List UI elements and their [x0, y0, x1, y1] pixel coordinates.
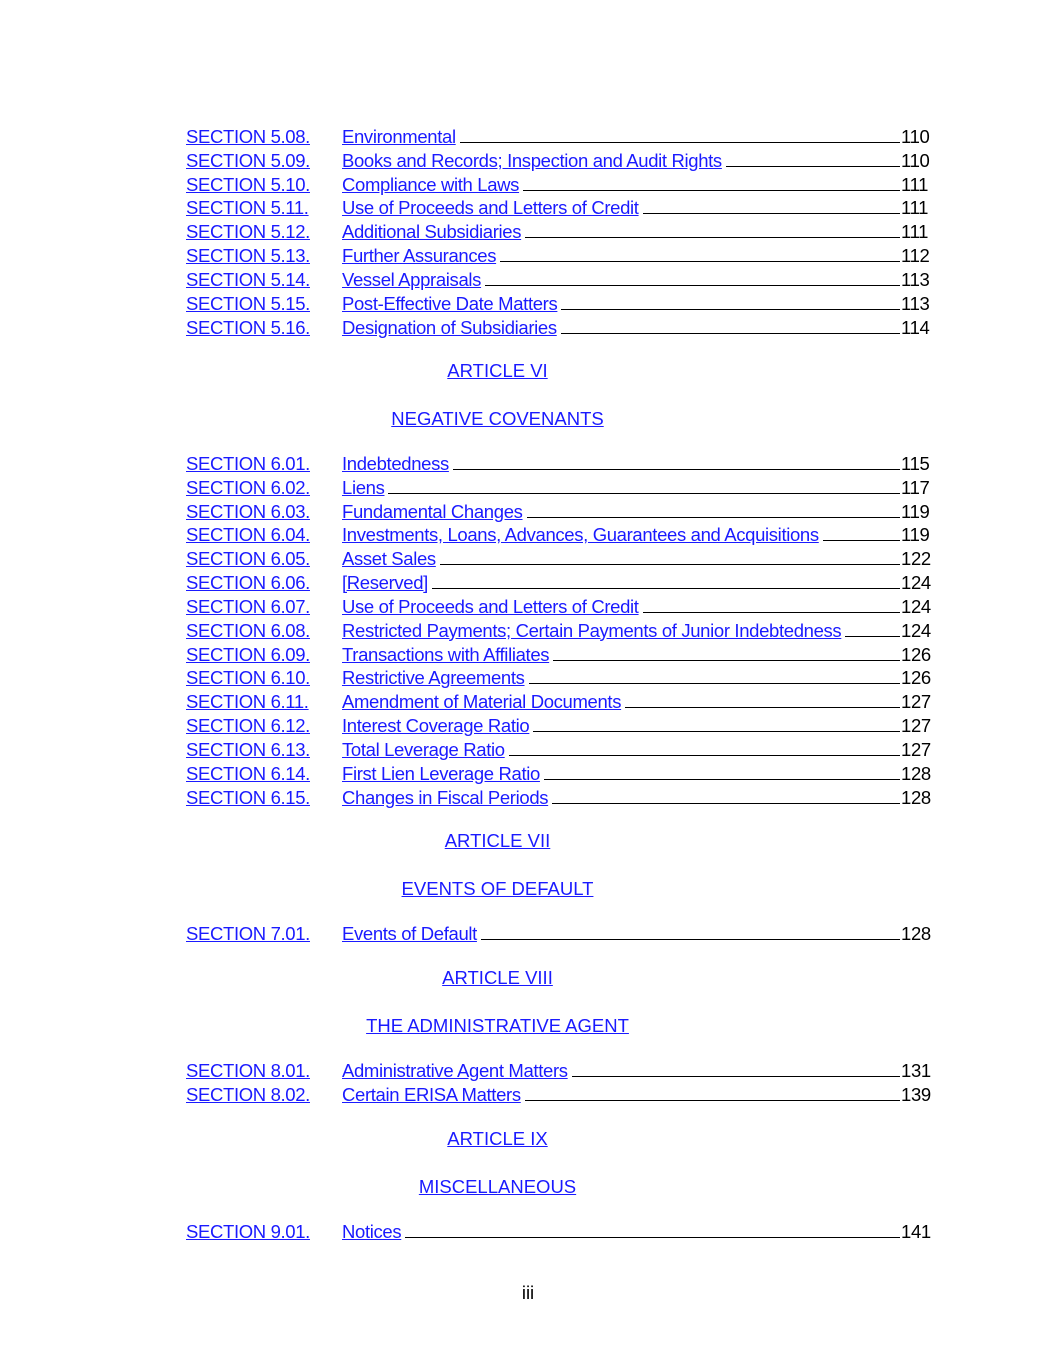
- section-number-link[interactable]: SECTION 6.06.: [186, 572, 310, 594]
- dot-leader: [823, 540, 900, 541]
- section-number-link[interactable]: SECTION 6.02.: [186, 476, 310, 498]
- page-number-ref: 112: [901, 245, 930, 267]
- section-title-link[interactable]: Indebtedness: [342, 452, 449, 474]
- section-number-link[interactable]: SECTION 5.14.: [186, 268, 310, 290]
- dot-leader: [525, 1100, 900, 1101]
- section-title-link[interactable]: Designation of Subsidiaries: [342, 316, 557, 338]
- section-title-link[interactable]: Liens: [342, 476, 385, 498]
- toc-group-article-8: [186, 1058, 932, 1106]
- toc-entry: [186, 291, 932, 315]
- page-number-ref: 128: [901, 922, 931, 944]
- toc-entry: [186, 570, 932, 594]
- toc-entry: [186, 713, 932, 737]
- toc-group-article-5: [186, 124, 932, 339]
- toc-entry: [186, 172, 932, 196]
- section-number-link[interactable]: SECTION 5.08.: [186, 125, 310, 147]
- dot-leader: [485, 285, 900, 286]
- toc-entry: [186, 689, 932, 713]
- section-title-link[interactable]: Vessel Appraisals: [342, 268, 482, 290]
- dot-leader: [726, 166, 900, 167]
- article-heading[interactable]: ARTICLE VI: [447, 360, 548, 381]
- dot-leader: [529, 683, 900, 684]
- page-number-ref: 113: [901, 268, 930, 290]
- section-number-link[interactable]: SECTION 6.14.: [186, 762, 310, 784]
- page-number-ref: 113: [901, 292, 930, 314]
- section-title-link[interactable]: Books and Records; Inspection and Audit Rights: [342, 149, 722, 171]
- section-title-link[interactable]: Use of Proceeds and Letters of Credit: [342, 595, 639, 617]
- dot-leader: [500, 261, 900, 262]
- dot-leader: [533, 731, 900, 732]
- section-number-link[interactable]: SECTION 5.09.: [186, 149, 310, 171]
- toc-entry: [186, 921, 932, 945]
- toc-group-article-6: [186, 451, 932, 809]
- toc-group-article-7: [186, 921, 932, 945]
- dot-leader: [432, 588, 900, 589]
- page-number-ref: 110: [901, 149, 930, 171]
- section-number-link[interactable]: SECTION 8.02.: [186, 1083, 310, 1105]
- section-title-link[interactable]: [Reserved]: [342, 572, 428, 594]
- section-title-link[interactable]: Certain ERISA Matters: [342, 1083, 521, 1105]
- section-number-link[interactable]: SECTION 6.08.: [186, 619, 310, 641]
- section-number-link[interactable]: SECTION 6.07.: [186, 595, 310, 617]
- section-number-link[interactable]: SECTION 5.12.: [186, 221, 310, 243]
- section-title-link[interactable]: Compliance with Laws: [342, 173, 520, 195]
- dot-leader: [643, 213, 900, 214]
- toc-entry: [186, 642, 932, 666]
- toc-entry: [186, 267, 932, 291]
- article-title[interactable]: EVENTS OF DEFAULT: [401, 878, 594, 899]
- section-title-link[interactable]: First Lien Leverage Ratio: [342, 762, 540, 784]
- page-number-ref: 122: [901, 548, 931, 570]
- dot-leader: [405, 1237, 900, 1238]
- section-title-link[interactable]: Restrictive Agreements: [342, 667, 525, 689]
- section-title-link[interactable]: Asset Sales: [342, 548, 436, 570]
- section-title-link[interactable]: Changes in Fiscal Periods: [342, 786, 549, 808]
- toc-entry: [186, 785, 932, 809]
- section-number-link[interactable]: SECTION 6.01.: [186, 452, 310, 474]
- toc-entry: [186, 1082, 932, 1106]
- dot-leader: [544, 779, 900, 780]
- page-number: iii: [521, 1282, 535, 1303]
- toc-entry: [186, 475, 932, 499]
- page-number-ref: 126: [901, 643, 931, 665]
- dot-leader: [625, 707, 900, 708]
- page-number-ref: 111: [901, 173, 929, 195]
- page-number-ref: 111: [901, 197, 929, 219]
- section-title-link[interactable]: Investments, Loans, Advances, Guarantees and Acquisitions: [342, 524, 819, 546]
- toc-entry: [186, 594, 932, 618]
- article-title[interactable]: MISCELLANEOUS: [418, 1176, 577, 1197]
- section-number-link[interactable]: SECTION 6.13.: [186, 738, 310, 760]
- page-number-ref: 127: [901, 715, 931, 737]
- toc-entry: [186, 523, 932, 547]
- section-number-link[interactable]: SECTION 5.15.: [186, 292, 310, 314]
- toc-entry: [186, 124, 932, 148]
- page-number-ref: 126: [901, 667, 931, 689]
- section-title-link[interactable]: Post-Effective Date Matters: [342, 292, 558, 314]
- toc-entry: [186, 148, 932, 172]
- section-title-link[interactable]: Fundamental Changes: [342, 500, 523, 522]
- dot-leader: [553, 660, 900, 661]
- article-heading[interactable]: ARTICLE VII: [444, 830, 551, 851]
- toc-entry: [186, 737, 932, 761]
- section-number-link[interactable]: SECTION 6.12.: [186, 715, 310, 737]
- dot-leader: [845, 636, 900, 637]
- dot-leader: [481, 939, 900, 940]
- section-title-link[interactable]: Transactions with Affiliates: [342, 643, 550, 665]
- page-number-ref: 124: [901, 572, 931, 594]
- toc-group-article-9: [186, 1219, 932, 1243]
- page-number-ref: 141: [901, 1220, 931, 1242]
- section-number-link[interactable]: SECTION 6.11.: [186, 691, 309, 713]
- page-number-ref: 128: [901, 786, 931, 808]
- page-number-ref: 111: [901, 221, 929, 243]
- article-title[interactable]: NEGATIVE COVENANTS: [391, 408, 604, 429]
- section-number-link[interactable]: SECTION 8.01.: [186, 1059, 310, 1081]
- toc-entry: [186, 666, 932, 690]
- page-number-ref: 110: [901, 125, 930, 147]
- toc-entry: [186, 1058, 932, 1082]
- section-number-link[interactable]: SECTION 6.15.: [186, 786, 310, 808]
- section-number-link[interactable]: SECTION 5.16.: [186, 316, 310, 338]
- section-number-link[interactable]: SECTION 6.04.: [186, 524, 310, 546]
- toc-entry: [186, 761, 932, 785]
- section-number-link[interactable]: SECTION 5.11.: [186, 197, 309, 219]
- page-number-ref: 114: [901, 316, 930, 338]
- article-heading[interactable]: ARTICLE IX: [447, 1128, 548, 1149]
- dot-leader: [388, 493, 900, 494]
- toc-entry: [186, 499, 932, 523]
- section-title-link[interactable]: Events of Default: [342, 922, 477, 944]
- dot-leader: [561, 309, 900, 310]
- article-heading[interactable]: ARTICLE VIII: [442, 967, 553, 988]
- toc-entry: [186, 219, 932, 243]
- article-title[interactable]: THE ADMINISTRATIVE AGENT: [366, 1015, 629, 1036]
- section-number-link[interactable]: SECTION 7.01.: [186, 922, 310, 944]
- section-number-link[interactable]: SECTION 6.05.: [186, 548, 310, 570]
- section-number-link[interactable]: SECTION 5.13.: [186, 245, 310, 267]
- section-number-link[interactable]: SECTION 6.09.: [186, 643, 310, 665]
- page-number-ref: 131: [901, 1059, 931, 1081]
- page-number-ref: 117: [901, 476, 930, 498]
- toc-entry: [186, 243, 932, 267]
- dot-leader: [523, 190, 900, 191]
- dot-leader: [440, 564, 900, 565]
- page-number-ref: 127: [901, 691, 931, 713]
- toc-entry: [186, 618, 932, 642]
- toc-entry: [186, 196, 932, 220]
- section-number-link[interactable]: SECTION 6.03.: [186, 500, 310, 522]
- page-number-ref: 128: [901, 762, 931, 784]
- toc-entry: [186, 315, 932, 339]
- page-number-ref: 124: [901, 595, 931, 617]
- dot-leader: [460, 142, 900, 143]
- section-number-link[interactable]: SECTION 6.10.: [186, 667, 310, 689]
- section-title-link[interactable]: Environmental: [342, 125, 456, 147]
- section-title-link[interactable]: Amendment of Material Documents: [342, 691, 622, 713]
- dot-leader: [509, 755, 900, 756]
- dot-leader: [527, 517, 900, 518]
- section-title-link[interactable]: Administrative Agent Matters: [342, 1059, 568, 1081]
- dot-leader: [453, 469, 900, 470]
- page-number-ref: 119: [901, 524, 930, 546]
- dot-leader: [643, 612, 900, 613]
- section-title-link[interactable]: Further Assurances: [342, 245, 497, 267]
- page-number-ref: 119: [901, 500, 930, 522]
- section-number-link[interactable]: SECTION 5.10.: [186, 173, 310, 195]
- dot-leader: [552, 803, 900, 804]
- page-number-ref: 124: [901, 619, 931, 641]
- section-number-link[interactable]: SECTION 9.01.: [186, 1220, 310, 1242]
- section-title-link[interactable]: Interest Coverage Ratio: [342, 715, 530, 737]
- page-number-ref: 115: [901, 452, 930, 474]
- dot-leader: [572, 1076, 900, 1077]
- section-title-link[interactable]: Total Leverage Ratio: [342, 738, 505, 760]
- dot-leader: [525, 237, 900, 238]
- toc-entry: [186, 546, 932, 570]
- dot-leader: [561, 333, 900, 334]
- section-title-link[interactable]: Additional Subsidiaries: [342, 221, 522, 243]
- page-number-ref: 139: [901, 1083, 931, 1105]
- section-title-link[interactable]: Notices: [342, 1220, 402, 1242]
- section-title-link[interactable]: Restricted Payments; Certain Payments of Junior Indebtedness: [342, 619, 842, 641]
- section-title-link[interactable]: Use of Proceeds and Letters of Credit: [342, 197, 639, 219]
- toc-entry: [186, 1219, 932, 1243]
- page-number-ref: 127: [901, 738, 931, 760]
- toc-entry: [186, 451, 932, 475]
